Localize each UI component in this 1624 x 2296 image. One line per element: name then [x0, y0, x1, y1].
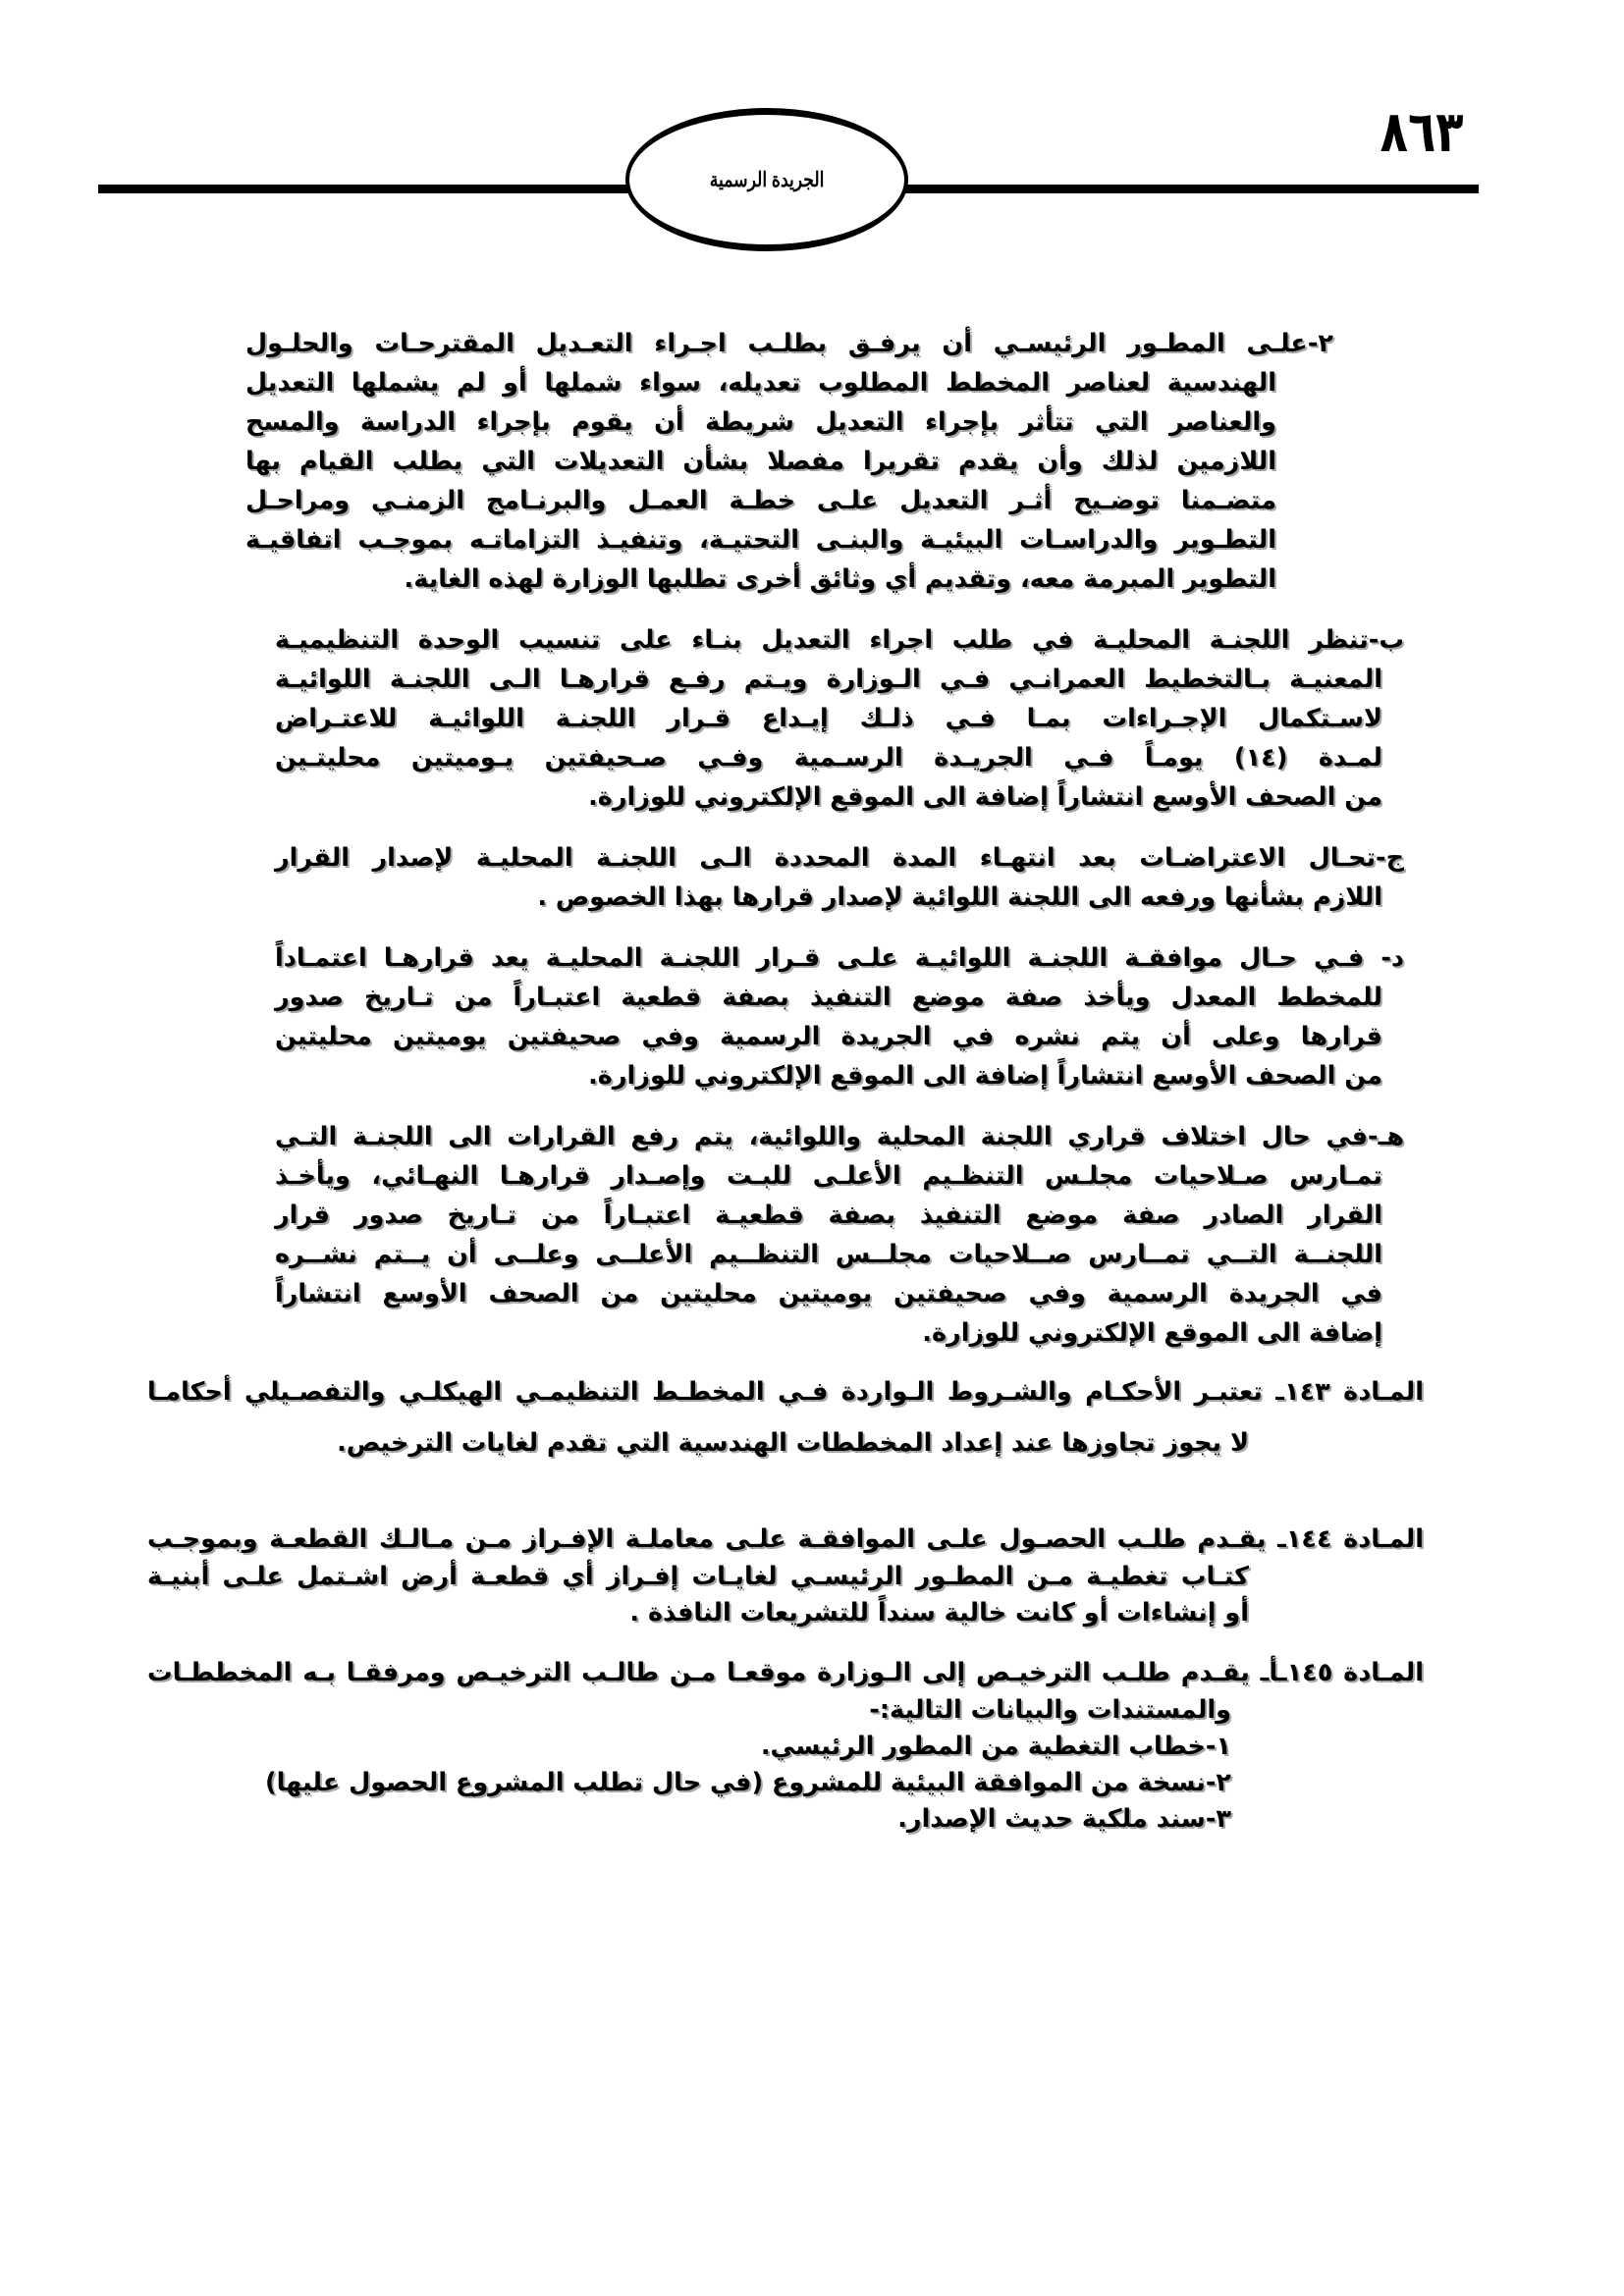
- required-document-item: ٢-نسخة من الموافقة البيئية للمشروع (في حال تطلب المشروع الحصول عليها): [264, 1768, 1231, 1797]
- clause-item-b: [275, 620, 1404, 817]
- clause-line: التطـوير والدراسـات البيئيـة والبنـى التحتيـة، وتنفيـذ التزاماتـه بموجـب اتفاقيـة: [245, 525, 1276, 555]
- clause-line: من الصحف الأوسع انتشاراً إضافة الى الموقع الإلكتروني للوزارة.: [588, 782, 1382, 812]
- clause-line: من الصحف الأوسع انتشاراً إضافة الى الموقع الإلكتروني للوزارة.: [588, 1061, 1382, 1091]
- article-145: [147, 1653, 1424, 1838]
- article-143: [147, 1372, 1424, 1463]
- clause-line: ج-تحـال الاعتراضـات بعد انتهـاء المدة المحددة الـى اللجنـة المحليـة لإصدار القرار: [275, 843, 1404, 873]
- clause-line: لمـدة (١٤) يومـاً فـي الجريـدة الرسـمية وفـي صـحيفتين يـوميتين محليتـين: [275, 743, 1382, 773]
- article-line: والمستندات والبيانات التالية:-: [869, 1695, 1231, 1725]
- clause-line: لاسـتكمال الإجـراءات بمـا فـي ذلـك إيـداع قـرار اللجنـة اللوائيـة للاعتـراض: [275, 704, 1382, 733]
- clause-line: اللازم بشأنها ورفعه الى اللجنة اللوائية لإصدار قرارها بهذا الخصوص .: [537, 882, 1382, 912]
- required-document-item: ٣-سند ملكية حديث الإصدار.: [897, 1804, 1231, 1834]
- clause-line: في الجريدة الرسمية وفي صحيفتين يوميتين محليتين من الصحف الأوسع انتشاراً: [275, 1279, 1382, 1308]
- clause-line: قرارها وعلى أن يتم نشره في الجريدة الرسمية وفي صحيفتين يوميتين محليتين: [275, 1022, 1382, 1051]
- article-line: المـادة ١٤٣ـ تعتبـر الأحكـام والشـروط الـواردة فـي المخطـط التنظيمـي الهيكلـي والتفصـيلي أحكامـا: [147, 1377, 1424, 1407]
- article-line: المـادة ١٤٤ـ يقـدم طلـب الحصـول علـى الموافقـة علـى معاملـة الإفـراز مـن مـالـك القطعـة وبموجـب: [147, 1524, 1424, 1554]
- clause-line: إضافة الى الموقع الإلكتروني للوزارة.: [922, 1318, 1382, 1348]
- clause-line: متضـمنا توضـيح أثـر التعديل علـى خطـة العمـل والبرنـامج الزمنـي ومراحـل: [245, 486, 1276, 515]
- clause-line: د- فـي حـال موافقـة اللجنـة اللوائيـة علـى قـرار اللجنـة المحليـة يعد قرارهـا اعتمـاداً: [275, 943, 1404, 973]
- page-number: ٨٦٣: [1380, 98, 1464, 165]
- clause-line: اللجنــة التــي تمــارس صــلاحيات مجلــس التنظــيم الأعلــى وعلــى أن يــتم نشــره: [275, 1240, 1382, 1269]
- page-header: [0, 0, 1624, 275]
- clause-line: ٢-علـى المطـور الرئيسـي أن يرفـق بطلـب اجـراء التعـديل المقترحـات والحلـول: [245, 329, 1333, 358]
- clause-line: القرار الصادر صفة موضع التنفيذ بصفة قطعيـة اعتبـاراً من تـاريخ صدور قرار: [275, 1201, 1382, 1230]
- article-line: أو إنشاءات أو كانت خالية سنداً للتشريعات النافذة .: [629, 1598, 1249, 1628]
- clause-line: التطوير المبرمة معه، وتقديم أي وثائق أخرى تطلبها الوزارة لهذه الغاية.: [404, 564, 1276, 594]
- article-144: [147, 1520, 1424, 1631]
- gazette-emblem-oval: [625, 108, 908, 251]
- document-body: [147, 324, 1424, 1838]
- clause-item-h: [275, 1117, 1404, 1353]
- clause-line: المعنيـة بـالتخطيط العمرانـي فـي الـوزارة ويـتم رفـع قرارهـا الـى اللجنـة اللوائيـة: [275, 665, 1382, 694]
- article-line: كتـاب تغطيـة مـن المطـور الرئيسـي لغايـات إفـراز أي قطعـة أرض اشـتمل علـى أبنيـة: [147, 1562, 1249, 1591]
- clause-line: للمخطط المعدل ويأخذ صفة موضع التنفيذ بصفة قطعية اعتبـاراً من تـاريخ صدور: [275, 983, 1382, 1012]
- clause-line: ب-تنظر اللجنـة المحليـة في طلب اجراء التعديل بنـاء على تنسيب الوحدة التنظيميـة: [275, 625, 1404, 655]
- clause-line: الهندسية لعناصر المخطط المطلوب تعديله، سواء شملها أو لم يشملها التعديل: [245, 368, 1276, 398]
- gazette-title: الجريدة الرسمية: [709, 168, 825, 191]
- clause-item-d: [275, 938, 1404, 1095]
- article-line: المـادة ١٤٥ـأـ يقـدم طلـب الترخيـص إلى الـوزارة موقعـا مـن طالـب الترخيـص ومرفقـا بـه المخططـات: [147, 1658, 1424, 1687]
- clause-line: هـ-في حال اختلاف قراري اللجنة المحلية واللوائية، يتم رفع القرارات الى اللجنـة التـي: [275, 1122, 1404, 1151]
- clause-item-c: [275, 838, 1404, 917]
- clause-line: تمـارس صـلاحيات مجلـس التنظـيم الأعلـى للبـت وإصـدار قرارهـا النهـائي، ويأخـذ: [275, 1161, 1382, 1191]
- clause-line: والعناصر التي تتأثر بإجراء التعديل شريطة أن يقوم بإجراء الدراسة والمسح: [245, 407, 1276, 437]
- clause-item-2: [245, 324, 1333, 599]
- clause-line: اللازمين لذلك وأن يقدم تقريرا مفصلا بشأن التعديلات التي يطلب القيام بها: [245, 447, 1276, 476]
- required-document-item: ١-خطاب التغطية من المطور الرئيسي.: [760, 1732, 1231, 1761]
- article-line: لا يجوز تجاوزها عند إعداد المخططات الهندسية التي تقدم لغايات الترخيص.: [337, 1428, 1249, 1458]
